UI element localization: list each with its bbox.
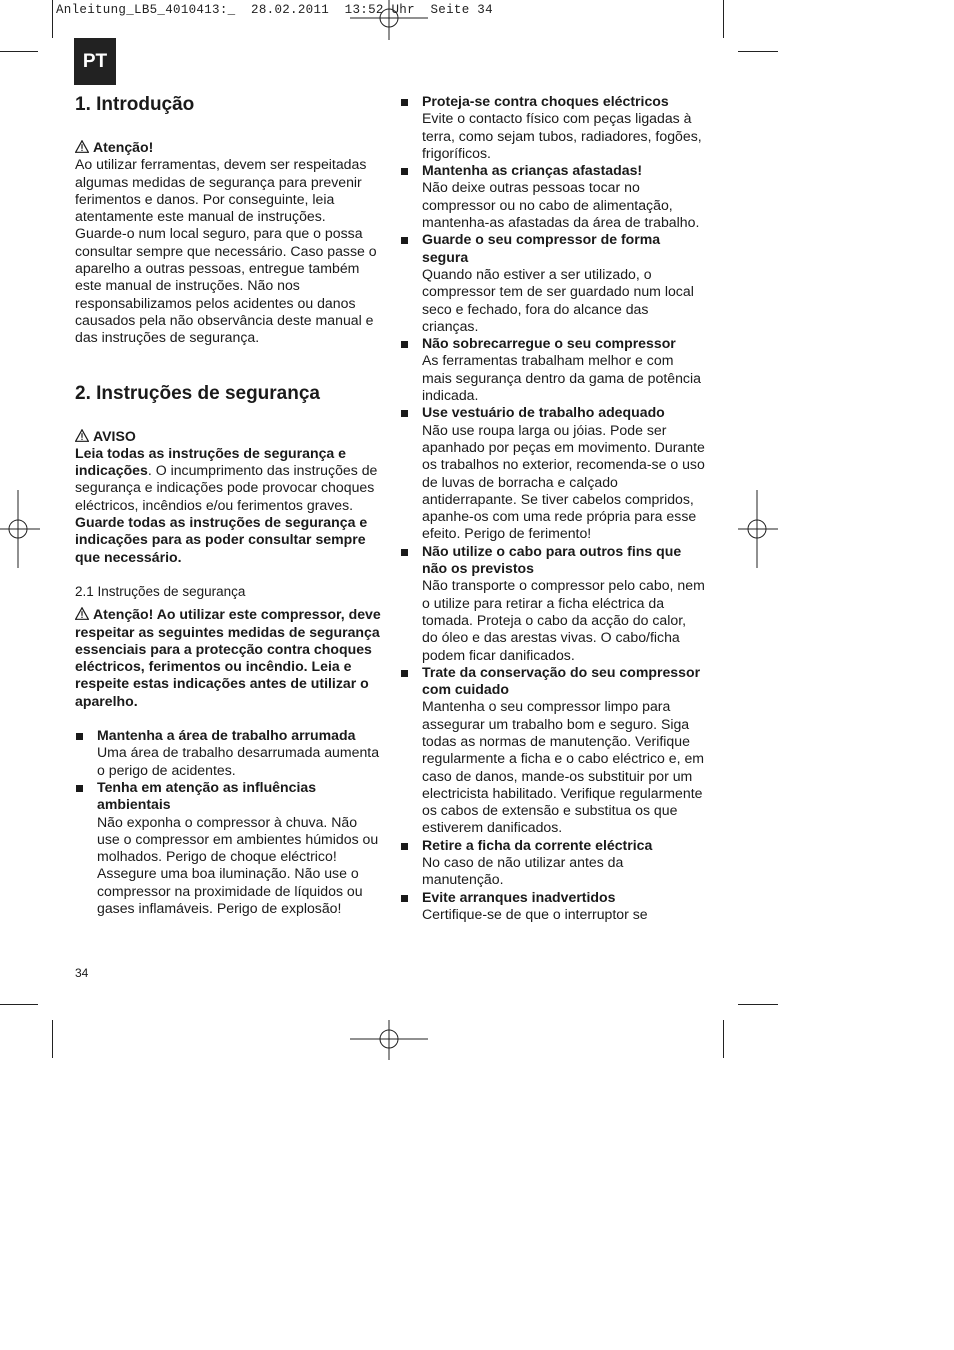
list-item-title: Mantenha a área de trabalho arrumada (97, 727, 356, 744)
list-item-title: Mantenha as crianças afastadas! (422, 162, 643, 179)
list-item-title: Guarde o seu compressor de forma segura (422, 231, 661, 265)
list-item (75, 779, 381, 917)
list-item-text: Não transporte o compressor pelo cabo, nem o utilize para retirar a ficha eléctrica da tomada. Proteja o cabo da acção do calor, do óleo e das arestas vivas. O cabo/ficha podem ficar danificados. (422, 577, 705, 663)
list-item-title: Evite arranques inadvertidos (422, 888, 616, 905)
crop-mark (723, 1020, 724, 1058)
slug-file: Anleitung_LB5_4010413:_ (56, 3, 236, 17)
list-item-title: Não utilize o cabo para outros fins que não os previstos (422, 542, 682, 577)
attention-label: Atenção! (75, 139, 381, 156)
list-item-title: Retire a ficha da corrente eléctrica (422, 836, 653, 853)
warning-triangle-icon (75, 429, 89, 442)
list-item (400, 162, 705, 231)
list-item (400, 889, 705, 924)
slug-date: 28.02.2011 (251, 3, 330, 17)
list-item-title: Proteja-se contra choques eléctricos (422, 93, 669, 109)
list-item-text: Certifique-se de que o interruptor se (422, 905, 648, 922)
list-item (75, 727, 381, 779)
list-item-text: Não deixe outras pessoas tocar no compressor ou no cabo de alimentação, mantenha-as afastadas da área de trabalho. (422, 179, 700, 231)
crop-mark (738, 51, 778, 52)
language-tab: PT (74, 38, 116, 85)
list-item-text: As ferramentas trabalham melhor e com mais segurança dentro da gama de potência indicada. (422, 352, 701, 404)
list-item (400, 335, 705, 404)
crop-mark (0, 51, 38, 52)
crop-mark (52, 1020, 53, 1058)
list-item-title: Use vestuário de trabalho adequado (422, 404, 665, 421)
registration-mark (0, 490, 40, 568)
list-item (400, 837, 705, 889)
registration-mark (738, 490, 778, 568)
list-item-text: Quando não estiver a ser utilizado, o compressor tem de ser guardado num local seco e fechado, fora do alcance das crianças. (422, 265, 694, 334)
subsection-heading: 2.1 Instruções de segurança (75, 583, 246, 599)
list-item (400, 404, 705, 542)
warning-triangle-icon (75, 607, 89, 620)
crop-mark (723, 0, 724, 38)
registration-mark (350, 1020, 428, 1060)
list-item-text: Não use roupa larga ou jóias. Pode ser apanhado por peças em movimento. Durante os trabalhos no exterior, recomenda-se o uso de luvas de borracha e calçado antiderrapante. Se tiver cabelos compridos, apanhe-os com uma rede própria para esse efeito. Perigo de ferimento! (422, 421, 705, 542)
page-number: 34 (75, 966, 89, 980)
list-item (400, 93, 705, 162)
registration-mark (350, 0, 428, 40)
warning-text: Leia todas as instruções de segurança e indicações. O incumprimento das instruções de segurança e indicações pode provocar choques eléctricos, incêndios e/ou ferimentos graves. (75, 444, 378, 513)
list-item-title: Trate da conservação do seu compressor com cuidado (422, 663, 701, 698)
list-item-text: Evite o contacto físico com peças ligadas à terra, como sejam tubos, radiadores, fogões, frigoríficos. (422, 110, 702, 161)
list-item-title: Tenha em atenção as influências ambientais (97, 778, 317, 813)
introduction-text: Ao utilizar ferramentas, devem ser respeitadas algumas medidas de segurança para prevenir ferimentos e danos. Por conseguinte, leia atentamente este manual de instruções. Guarde-o num local seguro, para que o possa consultar sempre que necessário. Caso passe o aparelho a outras pessoas, entregue também este manual de instruções. Não nos responsabilizamos pelos acidentes ou danos causados pela não observância deste manual e das instruções de segurança. (75, 156, 377, 346)
warning-label: AVISO (75, 428, 381, 445)
list-item-text: No caso de não utilizar antes da manutenção. (422, 854, 624, 888)
crop-mark (52, 0, 53, 38)
list-item (400, 231, 705, 335)
warning-triangle-icon (75, 140, 89, 153)
crop-mark (738, 1004, 778, 1005)
crop-mark (0, 1004, 38, 1005)
section-1-heading: 1. Introdução (75, 94, 195, 115)
warning-keep-text: Guarde todas as instruções de segurança e indicações para as poder consultar sempre que necessário. (75, 514, 368, 565)
left-column (75, 93, 381, 917)
list-item-title: Não sobrecarregue o seu compressor (422, 335, 676, 352)
slug-page: Seite 34 (430, 3, 493, 17)
list-item (400, 664, 705, 837)
list-item-text: Não exponha o compressor à chuva. Não use o compressor em ambientes húmidos ou molhados. Perigo de choque eléctrico! Assegure uma boa iluminação. Não use o compressor na proximidade de líquidos ou gases inflamáveis. Perigo de explosão! (97, 813, 379, 916)
slug-time: 13:52 Uhr (344, 3, 415, 17)
attention-compressor-text: Atenção! Ao utilizar este compressor, deve respeitar as seguintes medidas de segurança essenciais para a protecção contra choques eléctricos, ferimentos ou incêndio. Leia e respeite estas indicações antes de utilizar o aparelho. (75, 606, 381, 709)
list-item-text: Uma área de trabalho desarrumada aumenta o perigo de acidentes. (97, 744, 380, 778)
list-item (400, 543, 705, 664)
list-item-text: Mantenha o seu compressor limpo para assegurar um trabalho bom e seguro. Siga todas as normas de manutenção. Verifique regularmente a ficha e o cabo eléctrico e, em caso de danos, mande-os substituir por um electricista habilitado. Verifique regularmente os cabos de extensão e substitua os que estiverem danificados. (422, 698, 705, 836)
right-column (400, 93, 705, 923)
section-2-heading: 2. Instruções de segurança (75, 382, 320, 404)
